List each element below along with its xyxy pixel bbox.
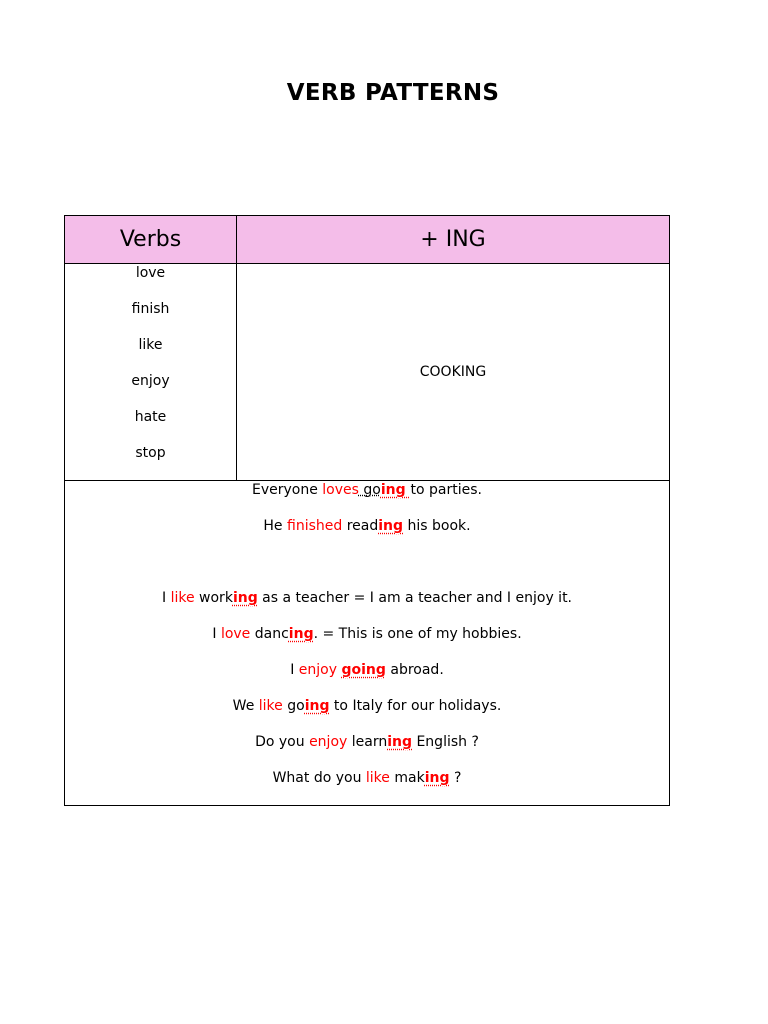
verbs-row — [65, 264, 670, 481]
sentence-text: as a teacher = I am a teacher and I enjoy it. — [257, 590, 573, 606]
verb-item: enjoy — [131, 373, 170, 389]
ing-suffix: ing — [387, 734, 413, 750]
sentence-text: his book. — [403, 518, 471, 534]
ing-suffix: going — [341, 662, 386, 678]
sentence-text: . = This is one of my hobbies. — [313, 626, 522, 642]
sentence-text: ? — [449, 770, 462, 786]
example-sentence — [65, 697, 669, 733]
sentence-text: go — [282, 698, 305, 714]
sentence-text: danc — [250, 626, 289, 642]
header-ing: + ING — [237, 216, 670, 264]
sentence-text: Everyone — [252, 482, 323, 498]
highlighted-verb: enjoy — [309, 734, 348, 750]
highlighted-verb: loves — [322, 482, 359, 498]
sentence-text: work — [194, 590, 233, 606]
highlighted-verb: finished — [287, 518, 343, 534]
highlighted-verb: love — [220, 626, 251, 642]
verb-item: love — [135, 265, 166, 281]
example-sentence — [65, 625, 669, 661]
ing-suffix: ing — [378, 518, 404, 534]
sentence-text: learn — [347, 734, 388, 750]
sentence-text: to Italy for our holidays. — [329, 698, 502, 714]
ing-suffix: ing — [304, 698, 330, 714]
verb-list — [65, 264, 236, 480]
example-sentence — [65, 733, 669, 769]
ing-suffix: ing — [380, 482, 411, 498]
verb-item: finish — [131, 301, 170, 317]
sentence-text: English ? — [412, 734, 479, 750]
header-verbs: Verbs — [65, 216, 237, 264]
example-word-cell: COOKING — [237, 264, 670, 481]
sentence-text: go — [358, 482, 381, 498]
highlighted-verb: like — [258, 698, 283, 714]
highlighted-verb: enjoy — [298, 662, 338, 678]
example-sentence — [65, 589, 669, 625]
sentence-text: What do you — [272, 770, 366, 786]
sentence-text: abroad. — [385, 662, 444, 678]
example-sentence — [65, 481, 669, 517]
sentence-text: We — [232, 698, 259, 714]
sentence-text: He — [263, 518, 287, 534]
verb-item: stop — [135, 445, 166, 461]
examples-row — [65, 481, 670, 806]
verb-item: like — [138, 337, 163, 353]
highlighted-verb: like — [170, 590, 195, 606]
sentence-text: I — [161, 590, 171, 606]
example-sentence — [65, 661, 669, 697]
verb-patterns-table — [64, 215, 670, 806]
ing-suffix: ing — [232, 590, 258, 606]
ing-suffix: ing — [288, 626, 314, 642]
sentence-text: mak — [389, 770, 425, 786]
sentence-text: to parties. — [410, 482, 482, 498]
highlighted-verb: like — [365, 770, 390, 786]
header-row — [65, 216, 670, 264]
page-title: VERB PATTERNS — [286, 80, 500, 106]
example-sentence — [65, 769, 669, 805]
examples-cell — [65, 481, 670, 806]
sentence-text: read — [342, 518, 379, 534]
ing-suffix: ing — [424, 770, 450, 786]
example-sentence — [65, 517, 669, 553]
example-sentence-list — [65, 481, 669, 805]
blank-line — [65, 553, 669, 589]
sentence-text: Do you — [255, 734, 310, 750]
verb-item: hate — [134, 409, 167, 425]
sentence-text: I — [290, 662, 299, 678]
sentence-text: I — [212, 626, 221, 642]
verbs-cell — [65, 264, 237, 481]
